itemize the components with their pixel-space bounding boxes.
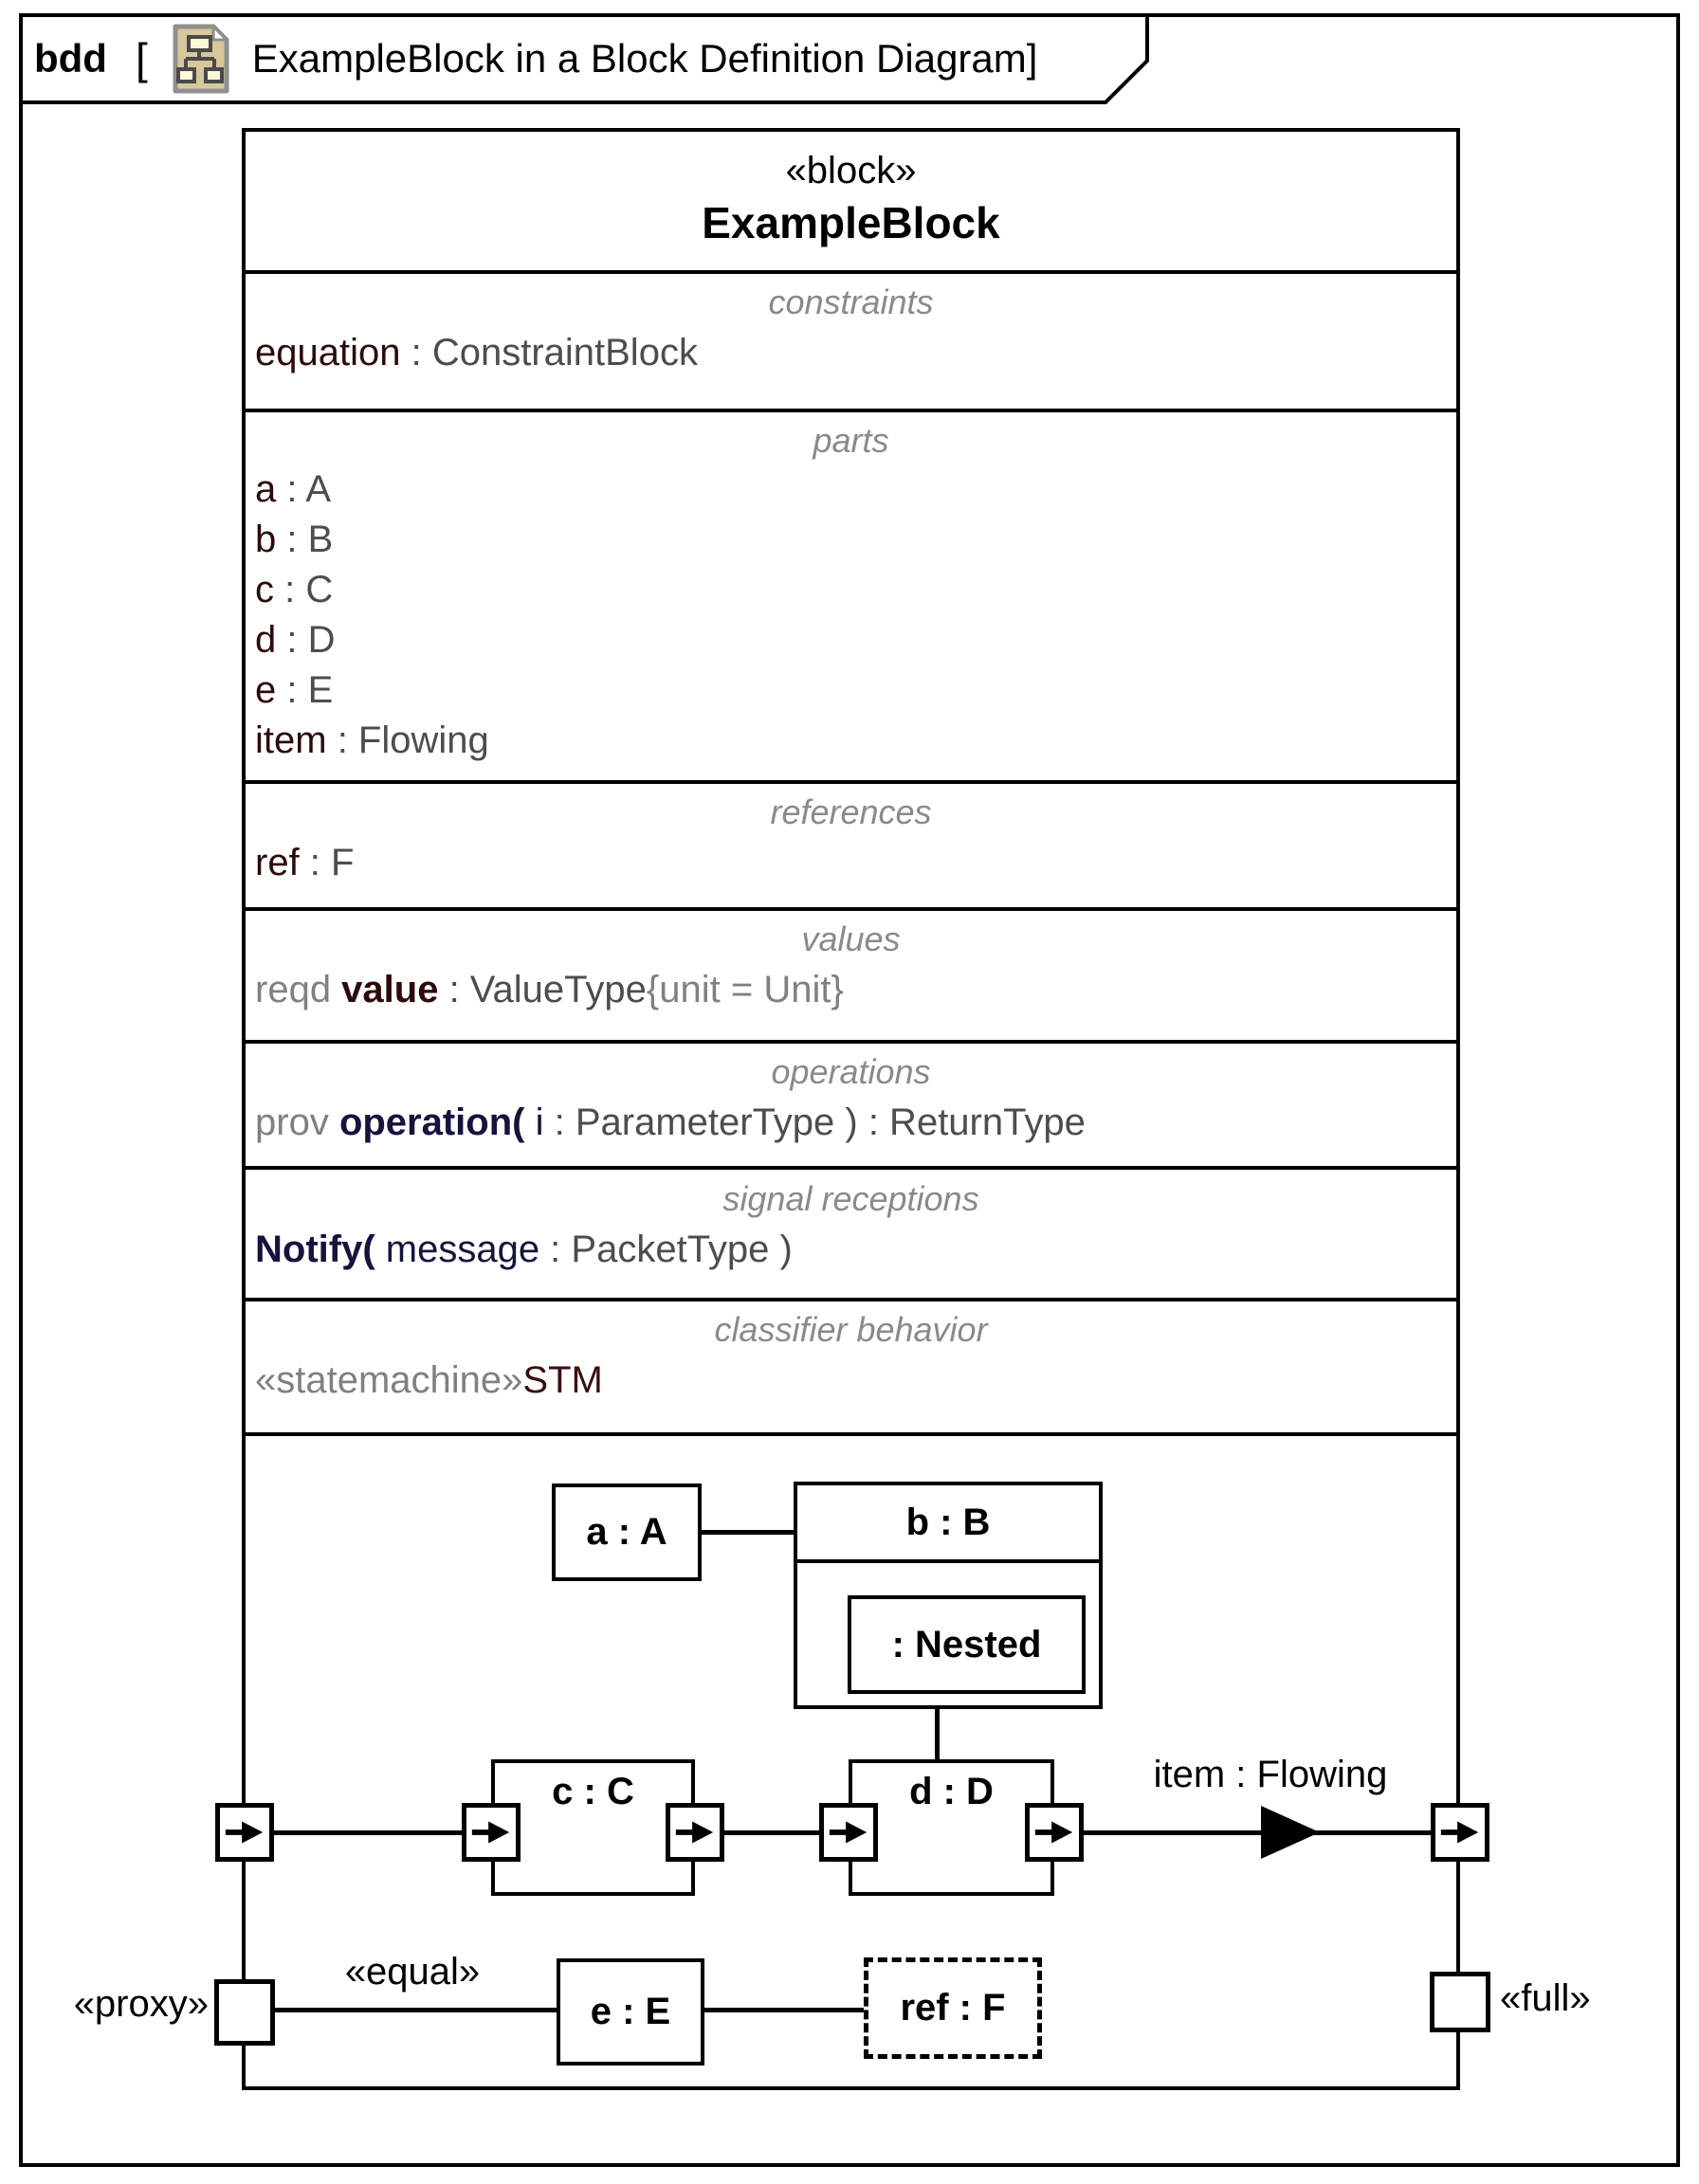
behavior-compartment-label: classifier behavior — [714, 1310, 988, 1349]
flow-port-outer-right — [1431, 1803, 1489, 1862]
connector-c-d — [724, 1830, 819, 1835]
compartment-divider — [242, 270, 1460, 274]
feature-type: : Flowing — [326, 719, 489, 761]
feature-type: : ParameterType ) : ReturnType — [543, 1101, 1086, 1143]
parts-compartment-label: parts — [813, 421, 889, 460]
compartment-divider — [242, 1166, 1460, 1170]
part-property — [255, 619, 1450, 662]
flow-port-c-left — [462, 1803, 521, 1862]
compartment-divider — [242, 907, 1460, 911]
part-e-label: e : E — [590, 1991, 671, 2032]
compartment-divider — [242, 1040, 1460, 1044]
part-b-label: b : B — [905, 1501, 991, 1543]
block-stereotype: «block» — [785, 150, 917, 191]
constraint-property — [255, 332, 1450, 374]
nested-part-box — [848, 1595, 1086, 1694]
feature-name: a — [255, 468, 277, 510]
values-compartment-label: values — [801, 919, 901, 958]
compartment-divider — [242, 1298, 1460, 1301]
part-property — [255, 719, 1450, 762]
connector-e-ref — [704, 2008, 864, 2012]
feature-type: : D — [276, 619, 336, 661]
signal-parameter: message — [375, 1228, 540, 1270]
part-a-label: a : A — [586, 1511, 667, 1553]
operation-parameter: i — [524, 1101, 544, 1143]
value-property — [255, 969, 1450, 1011]
part-d-box — [849, 1759, 1054, 1896]
flow-arrow-icon — [1437, 1810, 1483, 1855]
flow-arrow-icon — [468, 1810, 514, 1855]
flow-arrow-icon — [1032, 1810, 1077, 1855]
feature-name: c — [255, 569, 274, 610]
flow-port-outer-left — [215, 1803, 274, 1862]
connector-b-d — [935, 1705, 940, 1759]
signal-name: Notify( — [255, 1228, 375, 1270]
diagram-title: ExampleBlock in a Block Definition Diagram] — [251, 36, 1038, 81]
references-compartment-label: references — [770, 792, 932, 831]
compartment-divider — [242, 780, 1460, 784]
full-port — [1430, 1972, 1490, 2032]
feature-type: : C — [274, 569, 334, 610]
connector-a-b — [702, 1530, 794, 1535]
connector-proxy-e — [275, 2008, 557, 2012]
feature-type: : ValueType — [438, 969, 647, 1010]
feature-name: value — [341, 969, 439, 1010]
flow-port-c-right — [666, 1803, 724, 1862]
part-b-header — [797, 1485, 1099, 1563]
part-c-label: c : C — [552, 1771, 634, 1812]
ref-f-label: ref : F — [900, 1987, 1006, 2029]
operations-compartment-label: operations — [771, 1052, 931, 1091]
connector-leftport-c — [274, 1830, 462, 1835]
signal-reception-item — [255, 1228, 1450, 1271]
compartment-divider — [242, 409, 1460, 412]
feature-type: : ConstraintBlock — [400, 332, 698, 373]
part-c-box — [491, 1759, 695, 1896]
part-property — [255, 468, 1450, 511]
connector-d-rightport — [1084, 1830, 1431, 1835]
ref-f-box — [864, 1957, 1042, 2059]
feature-constraint: {unit = Unit} — [646, 969, 844, 1010]
flow-arrow-icon — [672, 1810, 718, 1855]
item-flow-arrowhead-icon — [1261, 1806, 1320, 1859]
feature-name: ref — [255, 842, 300, 883]
compartment-divider — [242, 1432, 1460, 1436]
feature-type: : PacketType ) — [539, 1228, 793, 1270]
title-tab — [34, 19, 1037, 99]
part-property — [255, 669, 1450, 712]
behavior-stereotype: «statemachine» — [255, 1359, 523, 1401]
reference-property — [255, 842, 1450, 884]
feature-name: item — [255, 719, 327, 761]
classifier-behavior-item — [255, 1359, 1450, 1402]
tab-open-bracket: [ — [135, 34, 148, 83]
signals-compartment-label: signal receptions — [722, 1179, 979, 1218]
part-property — [255, 519, 1450, 561]
part-a-box — [552, 1483, 702, 1581]
feature-name: d — [255, 619, 277, 661]
feature-name: b — [255, 519, 277, 560]
part-property — [255, 569, 1450, 611]
block-name: ExampleBlock — [702, 198, 1000, 247]
part-d-label: d : D — [909, 1771, 994, 1812]
operation-item — [255, 1101, 1450, 1144]
feature-prefix: reqd — [255, 969, 342, 1010]
feature-type: : E — [276, 669, 334, 711]
proxy-port — [214, 1979, 275, 2046]
diagram-kind-label: bdd — [34, 36, 107, 81]
item-flow-label: item : Flowing — [1153, 1754, 1388, 1795]
equal-connector-stereotype: «equal» — [344, 1951, 481, 1993]
flow-port-d-right — [1025, 1803, 1084, 1862]
proxy-port-stereotype: «proxy» — [73, 1983, 209, 2025]
feature-prefix: prov — [255, 1101, 339, 1143]
nested-part-label: : Nested — [891, 1623, 1042, 1665]
operation-name: operation( — [338, 1101, 525, 1143]
feature-name: equation — [255, 332, 401, 373]
flow-port-d-left — [819, 1803, 878, 1862]
feature-type: : A — [276, 468, 332, 510]
constraints-compartment-label: constraints — [768, 282, 934, 321]
part-e-box — [557, 1958, 704, 2066]
bdd-diagram-icon — [171, 22, 231, 96]
full-port-stereotype: «full» — [1500, 1977, 1591, 2019]
feature-type: : F — [299, 842, 355, 883]
feature-type: : B — [276, 519, 334, 560]
flow-arrow-icon — [222, 1810, 267, 1855]
flow-arrow-icon — [826, 1810, 871, 1855]
feature-name: e — [255, 669, 277, 711]
behavior-name: STM — [522, 1359, 603, 1401]
